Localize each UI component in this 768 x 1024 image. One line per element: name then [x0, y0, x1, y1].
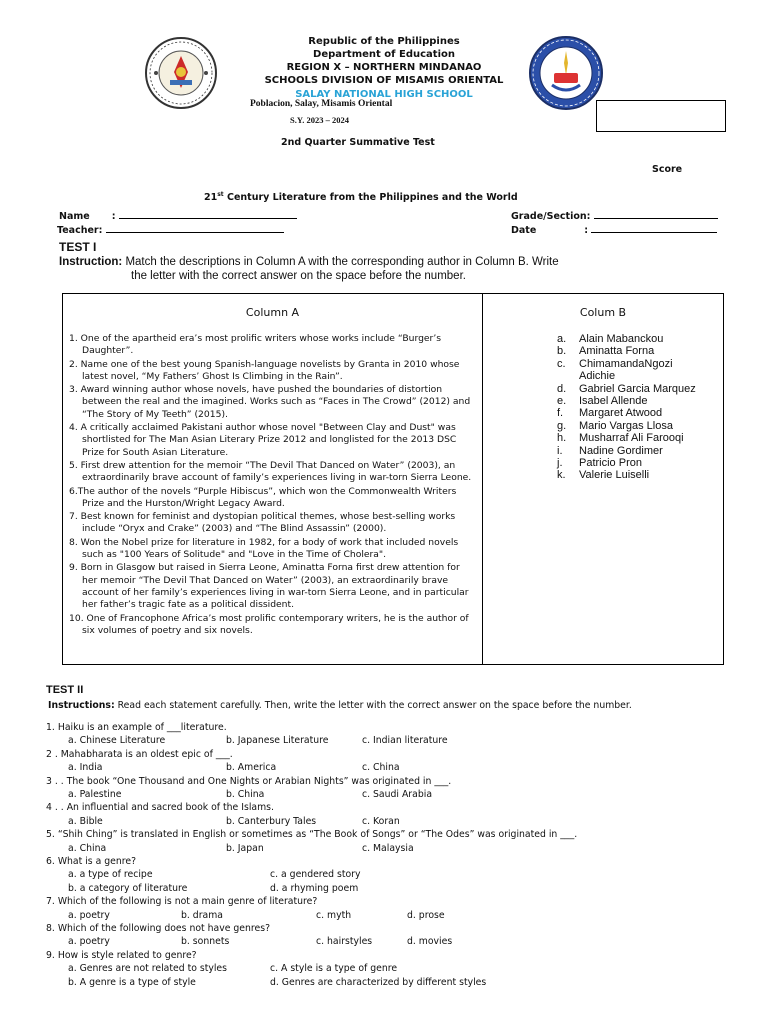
column-b-item: k. Valerie Luiselli — [557, 469, 650, 482]
question-item — [46, 801, 746, 828]
matching-table — [62, 293, 724, 665]
answer-option: b. America — [226, 762, 277, 774]
answer-option: c. myth — [316, 909, 352, 921]
question-text: 4 . . An influential and sacred book of the Islams. — [46, 802, 274, 814]
score-box — [596, 100, 726, 132]
republic-line: Republic of the Philippines — [308, 36, 460, 47]
question-text: 5. “Shih Ching” is translated in English or sometimes as “The Book of Songs” or “The Odes” was originated in ___. — [46, 829, 578, 841]
column-b-item: h. Musharraf Ali Farooqi — [557, 432, 684, 445]
date-blank[interactable] — [591, 222, 717, 233]
column-a-item: 5. First drew attention for the memoir “The Devil That Danced on Water” (2003), an extraordinarily brave account of family’s experiences living in war-torn Sierra Leone. — [69, 459, 472, 484]
question-item — [46, 922, 746, 949]
answer-option: b. sonnets — [181, 936, 230, 948]
answer-option: c. hairstyles — [316, 936, 373, 948]
question-item — [46, 748, 746, 775]
question-item — [46, 949, 746, 989]
column-a-item: 1. One of the apartheid era’s most prolific writers whose works include “Burger’s Daughter”. — [69, 333, 442, 357]
question-text: 1. Haiku is an example of ___literature. — [46, 722, 227, 733]
answer-option: a. China — [68, 842, 107, 854]
column-b-item: j. Patricio Pron — [557, 457, 642, 470]
question-text: 6. What is a genre? — [46, 855, 137, 867]
column-b-item: e. Isabel Allende — [557, 395, 648, 408]
question-text: 8. Which of the following does not have genres? — [46, 922, 271, 934]
answer-option: c. Koran — [362, 815, 400, 827]
grade-section-field: Grade/Section: — [511, 208, 718, 222]
test-title: 2nd Quarter Summative Test — [281, 137, 435, 148]
column-a — [63, 294, 483, 665]
answer-option: a. India — [68, 762, 103, 774]
test2-instruction: Instructions: Read each statement carefully. Then, write the letter with the correct answer on the space before the number. — [48, 700, 632, 711]
column-a-title: Column A — [245, 306, 300, 319]
answer-option: d. movies — [407, 936, 453, 948]
answer-option: b. Japan — [226, 842, 264, 854]
column-a-item: 7. Best known for feminist and dystopian political themes, whose best-selling works include “Oryx and Crake” (2003) and “The Blind Assassin” (2000). — [69, 511, 456, 535]
answer-option: b. China — [226, 789, 265, 800]
test1-instruction: Instruction: Match the descriptions in Column A with the corresponding author in Column B. Write the letter with the correct answer on the space before the number. — [59, 256, 559, 282]
answer-option: a. poetry — [68, 936, 110, 948]
column-a-item: 8. Won the Nobel prize for literature in 1982, for a body of work that included novels such as "100 Years of Solitude" and "Love in the Time of Cholera". — [69, 536, 459, 561]
column-b-item: g. Mario Vargas Llosa — [557, 419, 673, 432]
answer-option: c. A style is a type of genre — [270, 963, 398, 975]
question-text: 3 . . The book “One Thousand and One Nights or Arabian Nights” was originated in ___. — [46, 775, 452, 787]
answer-option: a. a type of recipe — [68, 869, 153, 881]
answer-option: b. A genre is a type of style — [68, 976, 196, 988]
answer-option: a. Bible — [68, 815, 103, 827]
school-name: SALAY NATIONAL HIGH SCHOOL — [295, 89, 473, 100]
answer-option: d. a rhyming poem — [270, 882, 359, 894]
question-text: 2 . Mahabharata is an oldest epic of ___. — [46, 748, 233, 760]
school-address: Poblacion, Salay, Misamis Oriental — [250, 99, 393, 109]
answer-option: d. Genres are characterized by different styles — [270, 976, 487, 988]
question-text: 9. How is style related to genre? — [46, 949, 197, 961]
column-b-item: Adichie — [579, 370, 616, 383]
answer-option: c. China — [362, 762, 400, 774]
answer-option: b. Canterbury Tales — [226, 815, 317, 827]
question-item — [46, 721, 746, 748]
question-item — [46, 855, 746, 895]
school-year: S.Y. 2023 – 2024 — [290, 115, 349, 125]
question-item — [46, 828, 746, 855]
answer-option: b. Japanese Literature — [226, 735, 329, 747]
column-b-item: d. Gabriel Garcia Marquez — [557, 382, 696, 395]
column-b-title: Colum B — [579, 306, 627, 319]
column-a-list — [69, 333, 474, 637]
column-b-item: f. Margaret Atwood — [557, 407, 663, 420]
name-field: Name : — [59, 208, 297, 222]
answer-option: c. Indian literature — [362, 735, 448, 747]
teacher-field: Teacher: — [57, 222, 284, 236]
test2-title: TEST II — [46, 684, 84, 696]
column-b-item: i. Nadine Gordimer — [557, 444, 663, 457]
score-label: Score — [652, 164, 683, 175]
region-line: REGION X – NORTHERN MINDANAO — [286, 62, 482, 73]
answer-option: a. Chinese Literature — [68, 735, 166, 747]
column-b-item: c. ChimamandaNgozi — [557, 357, 673, 370]
answer-option: b. a category of literature — [68, 882, 188, 894]
grade-blank[interactable] — [594, 208, 718, 219]
column-b-list — [557, 333, 723, 482]
answer-option: c. Saudi Arabia — [362, 789, 433, 800]
answer-option: a. Genres are not related to styles — [68, 963, 227, 975]
answer-option: b. drama — [181, 909, 223, 921]
question-text: 7. Which of the following is not a main genre of literature? — [46, 896, 318, 908]
column-a-item: 6.The author of the novels “Purple Hibiscus”, which won the Commonwealth Writers Prize and the Hurston/Wright Legacy Award. — [69, 485, 457, 509]
subject-title: 21st Century Literature from the Philippines and the World — [204, 191, 518, 204]
column-b-item: a. Alain Mabanckou — [557, 333, 664, 345]
question-item — [46, 895, 746, 922]
teacher-blank[interactable] — [106, 222, 284, 233]
column-a-item: 2. Name one of the best young Spanish-language novelists by Granta in 2010 whose latest novel, “My Fathers’ Ghost Is Climbing in the Rain”. — [69, 358, 460, 382]
column-a-item: 10. One of Francophone Africa’s most prolific contemporary writers, he is the author of six volumes of poetry and six novels. — [69, 612, 469, 636]
date-field: Date : — [511, 222, 717, 236]
test1-title: TEST I — [59, 240, 97, 254]
answer-option: d. prose — [407, 909, 445, 921]
column-a-item: 3. Award winning author whose novels, have pushed the boundaries of distortion between the real and the imagined. Works such as “Faces in The Crowd” (2012) and “The Story of My Teeth” (2015). — [69, 384, 471, 420]
question-item — [46, 775, 746, 802]
column-b-item: b. Aminatta Forna — [557, 345, 655, 358]
test2-questions — [46, 721, 746, 989]
answer-option: a. poetry — [68, 909, 110, 921]
answer-option: c. Malaysia — [362, 842, 414, 854]
department-line: Department of Education — [313, 49, 455, 60]
column-a-item: 4. A critically acclaimed Pakistani author whose novel "Between Clay and Dust" was shortlisted for The Man Asian Literary Prize 2012 and longlisted for the 2013 DSC Prize for South Asian Literature. — [69, 422, 457, 458]
division-line: SCHOOLS DIVISION OF MISAMIS ORIENTAL — [264, 75, 504, 86]
column-a-item: 9. Born in Glasgow but raised in Sierra Leone, Aminatta Forna first drew attention for her memoir “The Devil That Danced on Water” (2003), an extraordinarily brave account of her family’s experiences living in war-torn Sierra Leone, and in particular her father’s tragic fate as a political dissident. — [69, 562, 469, 611]
answer-option: c. a gendered story — [270, 869, 361, 881]
answer-option: a. Palestine — [68, 789, 122, 800]
name-blank[interactable] — [119, 208, 297, 219]
column-b — [483, 294, 724, 665]
